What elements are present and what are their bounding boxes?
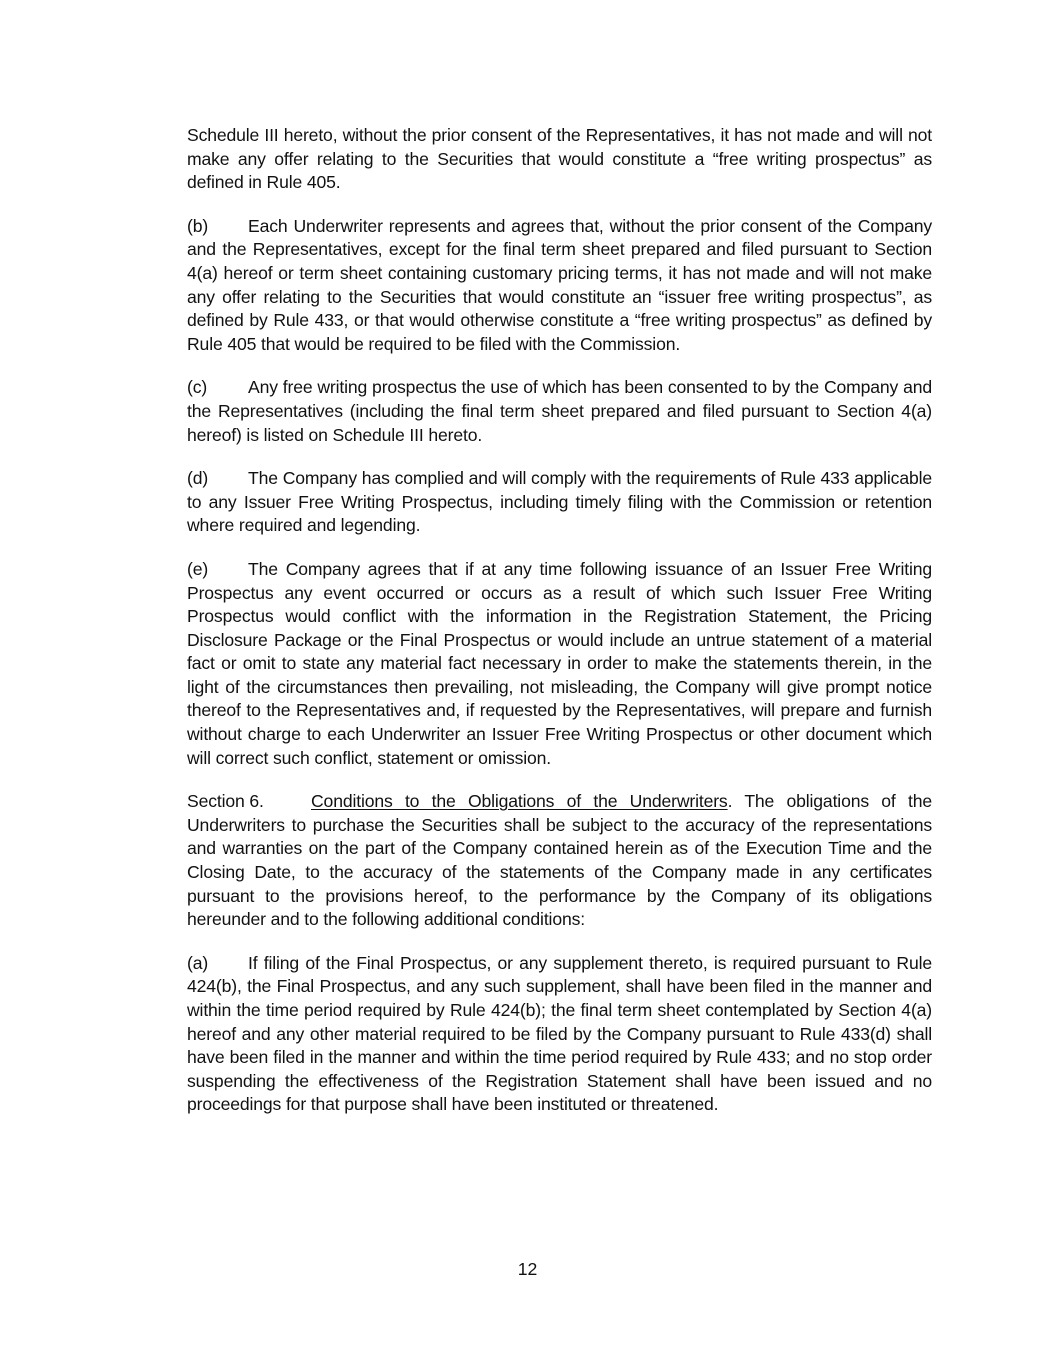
paragraph-c xyxy=(187,376,932,447)
document-body xyxy=(187,124,932,1137)
paragraph-text: Any free writing prospectus the use of which has been consented to by the Company and the Representatives (including the final term sheet prepared and filed pursuant to Section 4(a) hereof) is listed on Schedule III hereto. xyxy=(187,377,932,445)
section-paragraph-a xyxy=(187,952,932,1117)
paragraph-text: The Company has complied and will comply with the requirements of Rule 433 applicable to any Issuer Free Writing Prospectus, including timely filing with the Commission or retention where required and legending. xyxy=(187,468,932,536)
paragraph-text: Each Underwriter represents and agrees that, without the prior consent of the Company and the Representatives, except for the final term sheet prepared and filed pursuant to Section 4(a) hereof or term sheet containing customary pricing terms, it has not made and will not make any offer relating to the Securities that would constitute an “issuer free writing prospectus”, as defined by Rule 433, or that would otherwise constitute a “free writing prospectus” as defined by Rule 405 that would be required to be filed with the Commission. xyxy=(187,215,932,354)
paragraph-label: (b) xyxy=(187,215,209,236)
section-label: Section 6. xyxy=(187,791,264,812)
intro-paragraph xyxy=(187,124,932,195)
paragraph-text: If filing of the Final Prospectus, or any supplement thereto, is required pursuant to Rule 424(b), the Final Prospectus, and any such supplement, shall have been filed in the manner and within the time period required by Rule 424(b); the final term sheet contemplated by Section 4(a) hereof and any other material required to be filed by the Company pursuant to Rule 433(d) shall have been filed in the manner and within the time period required by Rule 433; and no stop order suspending the effectiveness of the Registration Statement shall have been issued and no proceedings for that purpose shall have been instituted or threatened. xyxy=(187,952,932,1115)
page-number: 12 xyxy=(517,1259,538,1279)
section-6-paragraph xyxy=(187,790,932,932)
paragraph-label: (a) xyxy=(187,952,209,973)
paragraph-label: (c) xyxy=(187,377,208,398)
section-text: . The obligations of the Underwriters to purchase the Securities shall be subject to the accuracy of the representations and warranties on the part of the Company contained herein as of the Execution Time and the Closing Date, to the accuracy of the statements of the Company made in any certificates pursuant to the provisions hereof, to the performance by the Company of its obligations hereunder and to the following additional conditions: xyxy=(187,791,932,930)
paragraph-d xyxy=(187,467,932,538)
paragraph-text: The Company agrees that if at any time following issuance of an Issuer Free Writing Prospectus any event occurred or occurs as a result of which such Issuer Free Writing Prospectus would conflict with the information in the Registration Statement, the Pricing Disclosure Package or the Final Prospectus or would include an untrue statement of a material fact or omit to state any material fact necessary in order to make the statements therein, in the light of the circumstances then prevailing, not misleading, the Company will give prompt notice thereof to the Representatives and, if requested by the Representatives, will prepare and furnish without charge to each Underwriter an Issuer Free Writing Prospectus or other document which will correct such conflict, statement or omission. xyxy=(187,558,932,768)
paragraph-label: (d) xyxy=(187,468,209,489)
intro-text: Schedule III hereto, without the prior consent of the Representatives, it has not made and will not make any offer relating to the Securities that would constitute a “free writing prospectus” as defined in Rule 405. xyxy=(187,125,932,193)
paragraph-b xyxy=(187,215,932,357)
section-heading: Conditions to the Obligations of the Underwriters xyxy=(311,791,728,812)
paragraph-e xyxy=(187,558,932,770)
paragraph-label: (e) xyxy=(187,558,209,579)
